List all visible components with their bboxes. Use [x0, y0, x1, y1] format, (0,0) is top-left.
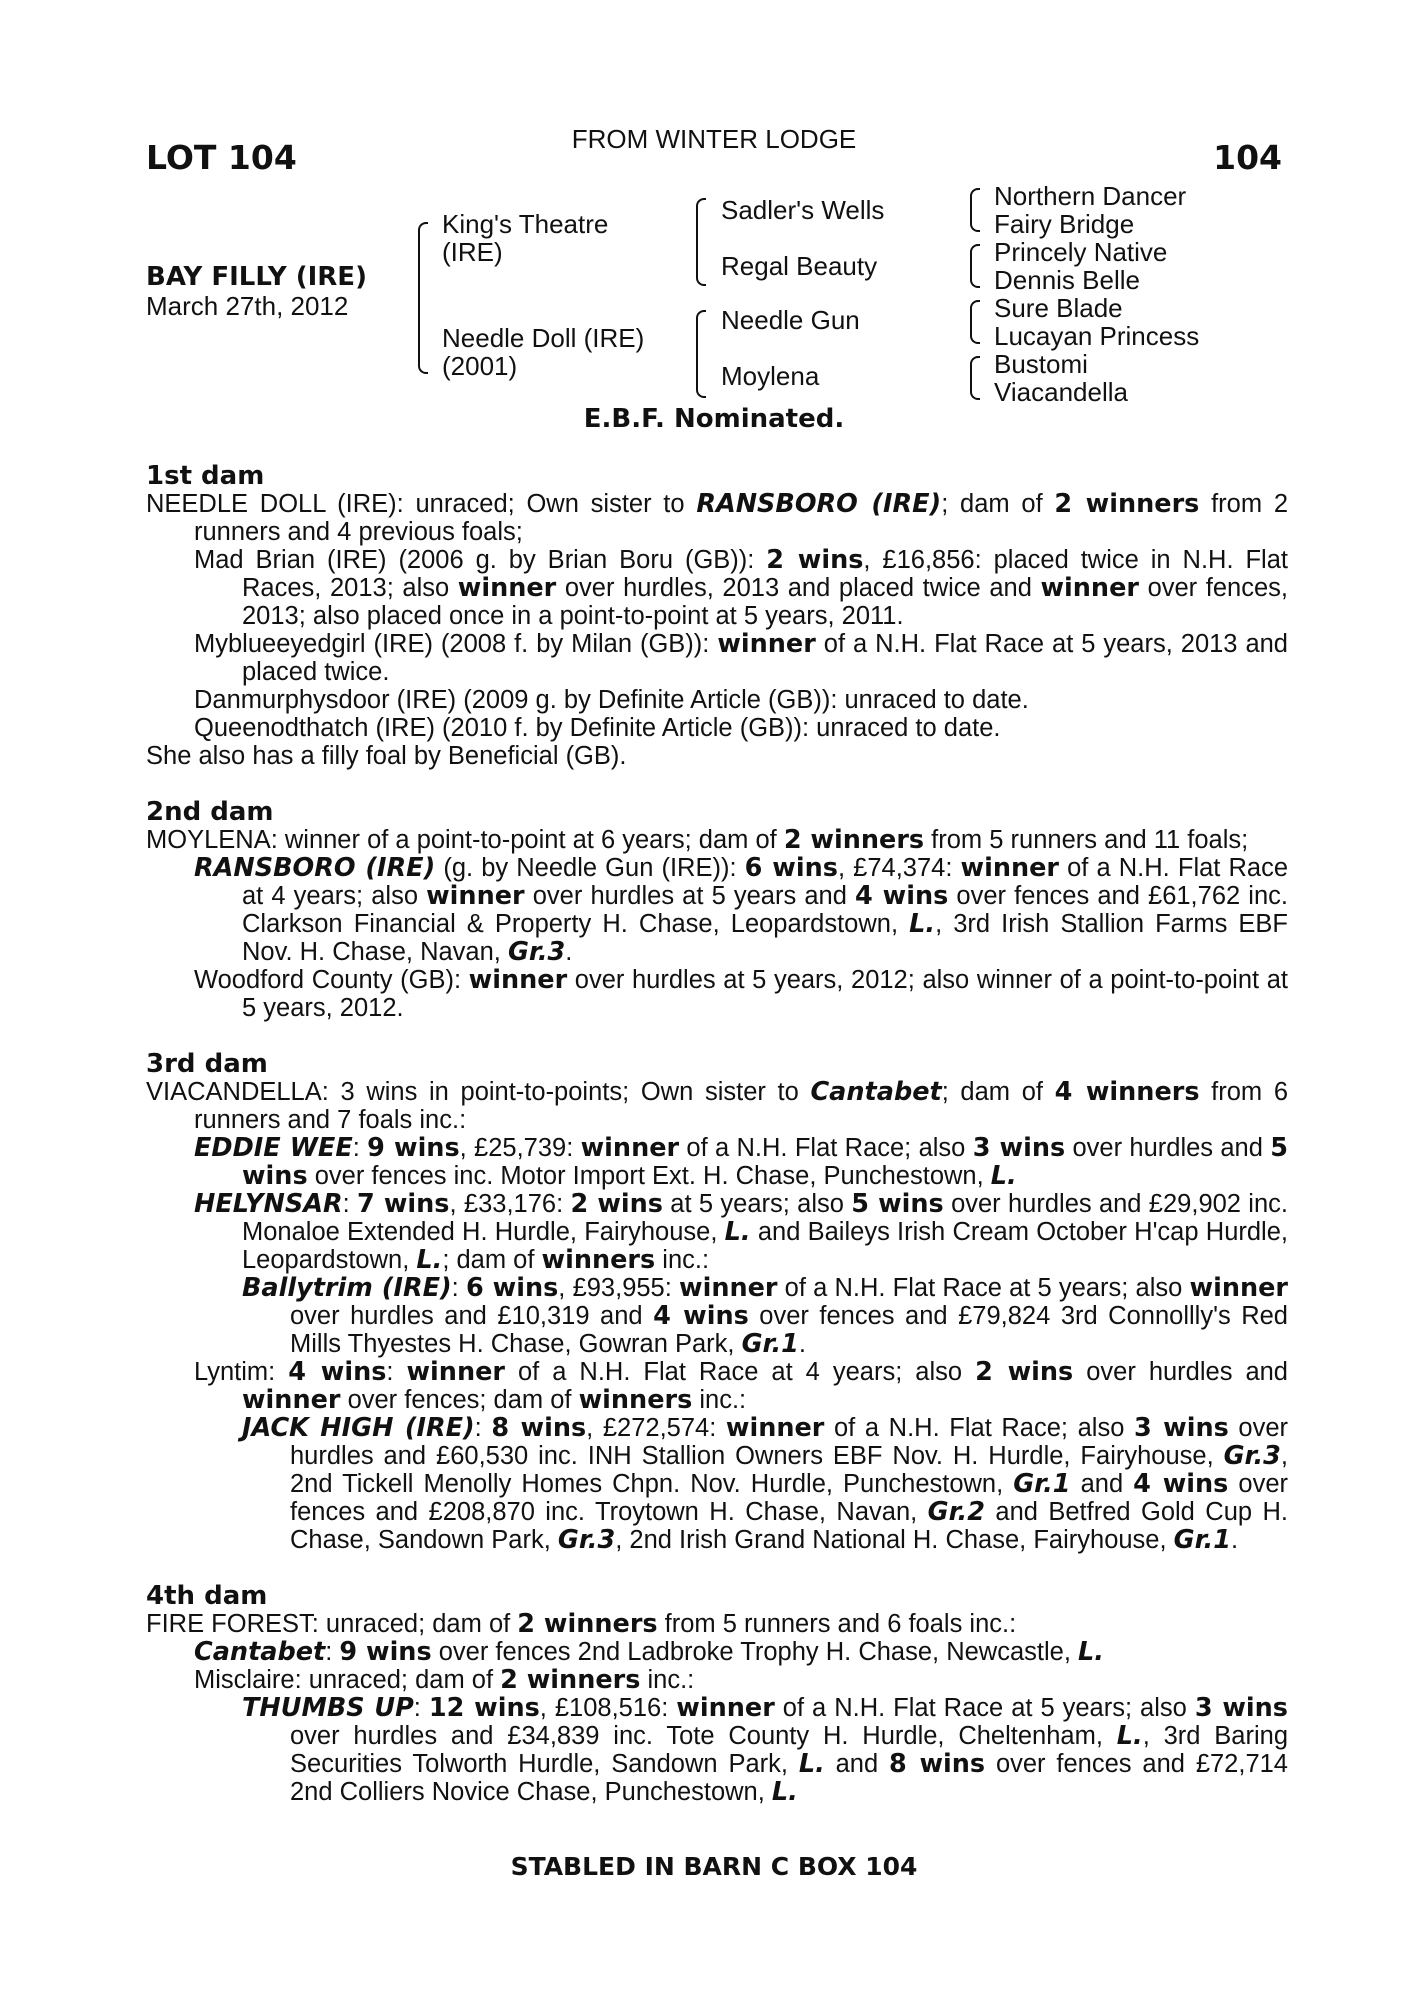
pedigree-entry: NEEDLE DOLL (IRE): unraced; Own sister to RANSBORO (IRE); dam of 2 winners from 2 runners and 4 previous foals; [146, 489, 1289, 546]
ggp-brace-4 [970, 356, 980, 400]
pedigree-entry: Danmurphysdoor (IRE) (2009 g. by Definite Article (GB)): unraced to date. [194, 686, 1029, 714]
section-body [146, 1610, 1288, 1806]
dam-sire: Needle Gun [721, 305, 860, 335]
pedigree-entry: Cantabet: 9 wins over fences 2nd Ladbroke Trophy H. Chase, Newcastle, L. [194, 1637, 1104, 1667]
sire-dam: Regal Beauty [721, 251, 878, 281]
pedigree-entry: Mad Brian (IRE) (2006 g. by Brian Boru (GB)): 2 wins, £16,856: placed twice in N.H. Flat Races, 2013; also winner over hurdles, 2013 and placed twice and winner over fences, 2013; also placed once in a point-to-point at 5 years, 2011. [194, 545, 1288, 630]
ebf-nomination: E.B.F. Nominated. [583, 404, 845, 434]
ggp-name: Bustomi [994, 349, 1088, 379]
lot-number: LOT 104 [146, 138, 297, 177]
section-heading: 2nd dam [146, 797, 274, 827]
section-heading: 4th dam [146, 1581, 268, 1611]
dam-section [146, 462, 1288, 770]
ggp-name: Lucayan Princess [994, 321, 1200, 351]
pedigree-entry: RANSBORO (IRE) (g. by Needle Gun (IRE)): 6 wins, £74,374: winner of a N.H. Flat Race at 4 years; also winner over hurdles at 5 years and 4 wins over fences and £61,762 inc. Clarkson Financial & Property H. Chase, Leopardstown, L., 3rd Irish Stallion Farms EBF Nov. H. Chase, Navan, Gr.3. [194, 853, 1289, 967]
horse-name: BAY FILLY (IRE) [146, 262, 367, 292]
section-body [146, 1078, 1288, 1554]
ggp-brace-1 [970, 188, 980, 232]
section-heading: 3rd dam [146, 1049, 268, 1079]
pedigree-entry: Woodford County (GB): winner over hurdles at 5 years, 2012; also winner of a point-to-point at 5 years, 2012. [194, 965, 1288, 1022]
pedigree-entry: She also has a filly foal by Beneficial (GB). [146, 742, 627, 770]
dam-dam: Moylena [721, 361, 820, 391]
sire-line-brace [696, 198, 706, 286]
lot-number-right: 104 [1213, 138, 1282, 177]
pedigree-entry: Ballytrim (IRE): 6 wins, £93,955: winner of a N.H. Flat Race at 5 years; also winner over hurdles and £10,319 and 4 wins over fences and £79,824 3rd Connollly's Red Mills Thyestes H. Chase, Gowran Park, Gr.1. [242, 1273, 1288, 1359]
ggp-brace-2 [970, 244, 980, 288]
ggp-name: Northern Dancer [994, 181, 1187, 211]
dam-year: (2001) [442, 351, 518, 381]
section-heading: 1st dam [146, 461, 265, 491]
sire-suffix: (IRE) [442, 237, 503, 267]
dam-section [146, 1050, 1288, 1554]
pedigree-entry: MOYLENA: winner of a point-to-point at 6 years; dam of 2 winners from 5 runners and 11 foals; [146, 825, 1249, 855]
sire-name: King's Theatre [442, 209, 609, 239]
pedigree-entry: EDDIE WEE: 9 wins, £25,739: winner of a N.H. Flat Race; also 3 wins over hurdles and 5 wins over fences inc. Motor Import Ext. H. Chase, Punchestown, L. [194, 1133, 1288, 1191]
dam-section [146, 1582, 1288, 1806]
pedigree-entry: Queenodthatch (IRE) (2010 f. by Definite Article (GB)): unraced to date. [194, 714, 1001, 742]
pedigree-entry: JACK HIGH (IRE): 8 wins, £272,574: winner of a N.H. Flat Race; also 3 wins over hurdles and £60,530 inc. INH Stallion Owners EBF Nov. H. Hurdle, Fairyhouse, Gr.3, 2nd Tickell Menolly Homes Chpn. Nov. Hurdle, Punchestown, Gr.1 and 4 wins over fences and £208,870 inc. Troytown H. Chase, Navan, Gr.2 and Betfred Gold Cup H. Chase, Sandown Park, Gr.3, 2nd Irish Grand National H. Chase, Fairyhouse, Gr.1. [242, 1413, 1288, 1555]
pedigree-entry: Misclaire: unraced; dam of 2 winners inc.: [194, 1665, 695, 1695]
dam-section [146, 798, 1288, 1022]
ggp-name: Princely Native [994, 237, 1168, 267]
foaling-date: March 27th, 2012 [146, 291, 349, 321]
produce-record [146, 462, 1288, 1806]
pedigree-entry: Lyntim: 4 wins: winner of a N.H. Flat Race at 4 years; also 2 wins over hurdles and winner over fences; dam of winners inc.: [194, 1357, 1288, 1415]
ggp-name: Viacandella [994, 377, 1128, 407]
ggp-name: Fairy Bridge [994, 209, 1135, 239]
pedigree-entry: THUMBS UP: 12 wins, £108,516: winner of a N.H. Flat Race at 5 years; also 3 wins over hurdles and £34,839 inc. Tote County H. Hurdle, Cheltenham, L., 3rd Baring Securities Tolworth Hurdle, Sandown Park, L. and 8 wins over fences and £72,714 2nd Colliers Novice Chase, Punchestown, L. [242, 1693, 1288, 1807]
ggp-name: Dennis Belle [994, 265, 1140, 295]
sire-dam-brace [418, 222, 428, 374]
pedigree-entry: Myblueeyedgirl (IRE) (2008 f. by Milan (GB)): winner of a N.H. Flat Race at 5 years, 2013 and placed twice. [194, 629, 1288, 686]
consignor: FROM WINTER LODGE [571, 124, 857, 154]
pedigree-entry: HELYNSAR: 7 wins, £33,176: 2 wins at 5 years; also 5 wins over hurdles and £29,902 inc. Monaloe Extended H. Hurdle, Fairyhouse, L. and Baileys Irish Cream October H'cap Hurdle, Leopardstown, L.; dam of winners inc.: [194, 1189, 1288, 1275]
sire-sire: Sadler's Wells [721, 195, 885, 225]
section-body [146, 826, 1288, 1022]
pedigree-entry: VIACANDELLA: 3 wins in point-to-points; Own sister to Cantabet; dam of 4 winners from 6 runners and 7 foals inc.: [146, 1077, 1289, 1134]
ggp-brace-3 [970, 300, 980, 344]
ggp-name: Sure Blade [994, 293, 1123, 323]
dam-line-brace [696, 310, 706, 398]
stabling-note: STABLED IN BARN C BOX 104 [510, 1852, 918, 1881]
section-body [146, 490, 1288, 770]
pedigree-entry: FIRE FOREST: unraced; dam of 2 winners from 5 runners and 6 foals inc.: [146, 1609, 1017, 1639]
dam-name: Needle Doll (IRE) [442, 323, 645, 353]
